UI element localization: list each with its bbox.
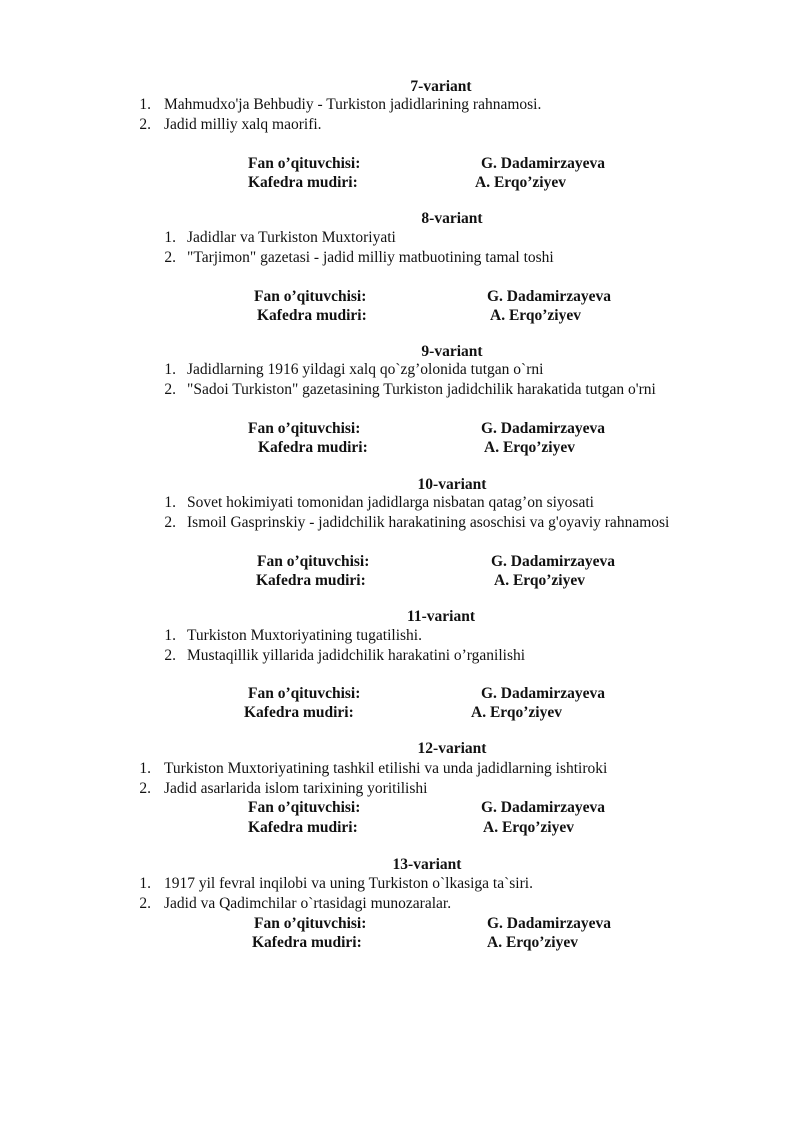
item-number: 2.: [164, 514, 176, 531]
variant-title: 8-variant: [421, 210, 483, 227]
head-name: A. Erqo’ziyev: [484, 439, 575, 456]
head-name: A. Erqo’ziyev: [471, 704, 562, 721]
head-name: A. Erqo’ziyev: [487, 934, 578, 951]
item-text: Jadid asarlarida islom tarixining yoritilishi: [164, 780, 428, 797]
head-label: Kafedra mudiri:: [244, 704, 354, 721]
variant-title: 12-variant: [417, 740, 487, 757]
item-number: 1.: [164, 229, 176, 246]
head-label: Kafedra mudiri:: [252, 934, 362, 951]
teacher-label: Fan o’qituvchisi:: [254, 915, 367, 932]
head-label: Kafedra mudiri:: [248, 819, 358, 836]
item-text: "Tarjimon" gazetasi - jadid milliy matbuotining tamal toshi: [187, 249, 554, 266]
item-number: 2.: [139, 895, 151, 912]
teacher-name: G. Dadamirzayeva: [481, 420, 605, 437]
variant-title: 9-variant: [421, 343, 483, 360]
head-name: A. Erqo’ziyev: [494, 572, 585, 589]
teacher-label: Fan o’qituvchisi:: [254, 288, 367, 305]
item-number: 1.: [139, 875, 151, 892]
item-number: 1.: [164, 494, 176, 511]
teacher-label: Fan o’qituvchisi:: [248, 685, 361, 702]
item-text: 1917 yil fevral inqilobi va uning Turkiston o`lkasiga ta`siri.: [164, 875, 533, 892]
item-text: Sovet hokimiyati tomonidan jadidlarga nisbatan qatag’on siyosati: [187, 494, 594, 511]
variant-title: 10-variant: [417, 476, 487, 493]
item-number: 2.: [164, 381, 176, 398]
teacher-name: G. Dadamirzayeva: [481, 799, 605, 816]
item-text: "Sadoi Turkiston" gazetasining Turkiston jadidchilik harakatida tutgan o'rni: [187, 381, 656, 398]
item-number: 2.: [139, 780, 151, 797]
teacher-label: Fan o’qituvchisi:: [248, 799, 361, 816]
head-name: A. Erqo’ziyev: [483, 819, 574, 836]
item-text: Mahmudxo'ja Behbudiy - Turkiston jadidlarining rahnamosi.: [164, 96, 542, 113]
item-number: 1.: [139, 760, 151, 777]
teacher-name: G. Dadamirzayeva: [481, 685, 605, 702]
item-number: 1.: [139, 96, 151, 113]
head-name: A. Erqo’ziyev: [490, 307, 581, 324]
item-text: Jadidlarning 1916 yildagi xalq qo`zg’olonida tutgan o`rni: [187, 361, 544, 378]
item-number: 2.: [139, 116, 151, 133]
item-number: 1.: [164, 361, 176, 378]
teacher-name: G. Dadamirzayeva: [487, 915, 611, 932]
teacher-name: G. Dadamirzayeva: [487, 288, 611, 305]
head-label: Kafedra mudiri:: [248, 174, 358, 191]
teacher-name: G. Dadamirzayeva: [481, 155, 605, 172]
head-label: Kafedra mudiri:: [257, 307, 367, 324]
teacher-label: Fan o’qituvchisi:: [248, 155, 361, 172]
item-text: Jadidlar va Turkiston Muxtoriyati: [187, 229, 396, 246]
item-number: 2.: [164, 647, 176, 664]
item-text: Turkiston Muxtoriyatining tugatilishi.: [187, 627, 422, 644]
head-name: A. Erqo’ziyev: [475, 174, 566, 191]
item-number: 1.: [164, 627, 176, 644]
head-label: Kafedra mudiri:: [258, 439, 368, 456]
item-text: Mustaqillik yillarida jadidchilik harakatini o’rganilishi: [187, 647, 526, 664]
variant-title: 11-variant: [406, 608, 476, 625]
item-text: Ismoil Gasprinskiy - jadidchilik harakatining asoschisi va g'oyaviy rahnamosi: [187, 514, 670, 531]
teacher-label: Fan o’qituvchisi:: [248, 420, 361, 437]
variant-title: 7-variant: [410, 78, 472, 95]
teacher-name: G. Dadamirzayeva: [491, 553, 615, 570]
item-text: Jadid va Qadimchilar o`rtasidagi munozaralar.: [164, 895, 452, 912]
item-text: Turkiston Muxtoriyatining tashkil etilishi va unda jadidlarning ishtiroki: [164, 760, 608, 777]
item-number: 2.: [164, 249, 176, 266]
head-label: Kafedra mudiri:: [256, 572, 366, 589]
variant-title: 13-variant: [392, 856, 462, 873]
teacher-label: Fan o’qituvchisi:: [257, 553, 370, 570]
item-text: Jadid milliy xalq maorifi.: [164, 116, 322, 133]
